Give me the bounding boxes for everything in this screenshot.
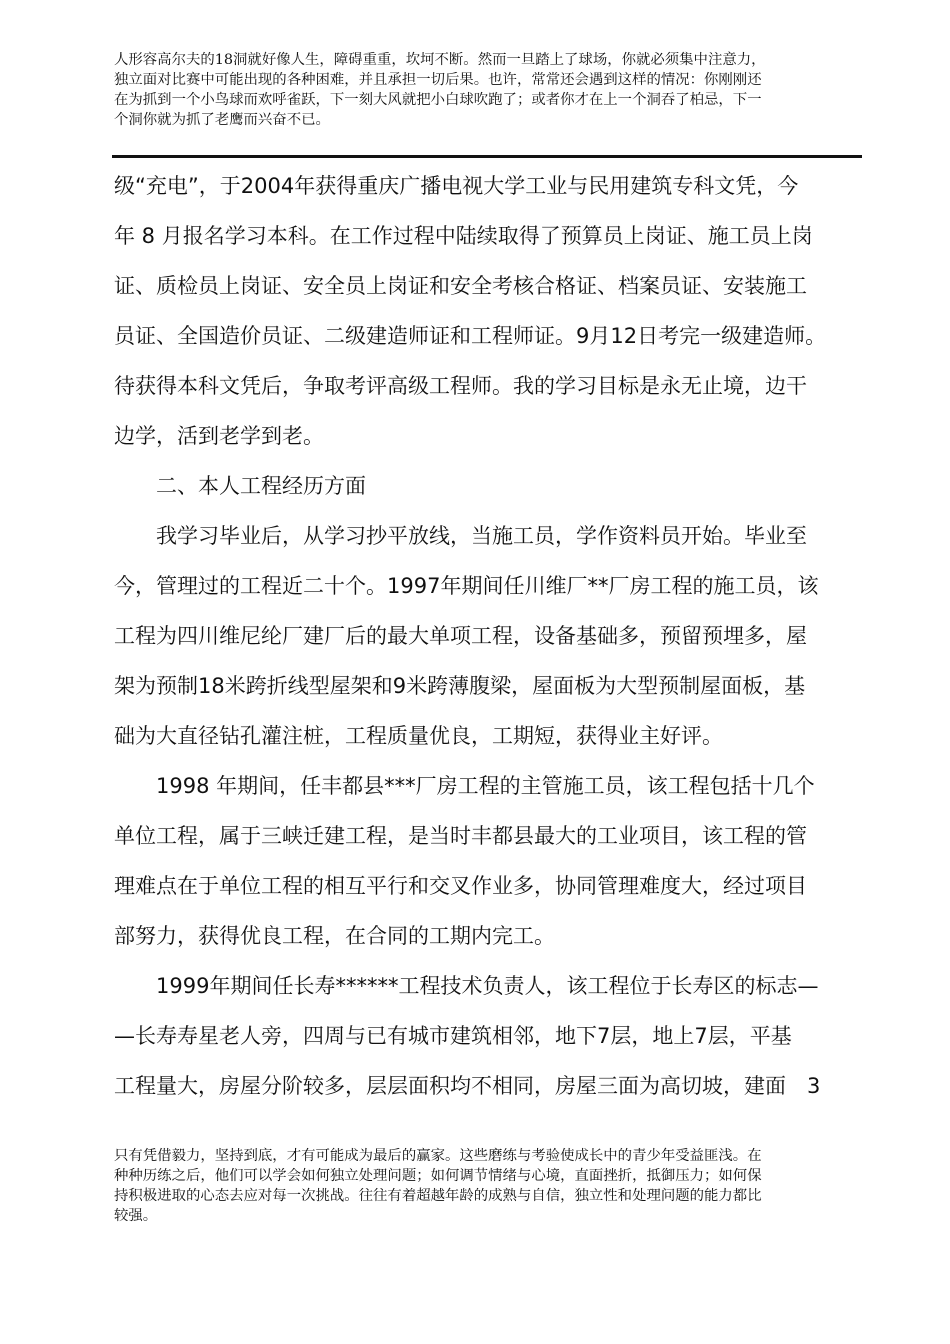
document-body-text: 级“充电”，于2004年获得重庆广播电视大学工业与民用建筑专科文凭，今 年 8 月报名学习本科。在工作过程中陆续取得了预算员上岗证、施工员上岗 证、质检员上岗证、安全员上岗证和安全考核合格证、档案员证、安装施工 员证、全国造价员证、二级建造师证和工程师证。9月12日考完一级建造师。 待获得本科文凭后，争取考评高级工程师。我的学习目标是永无止境，边干 边学，活到老学到老。 二、本人工程经历方面 我学习毕业后，从学习抄平放线，当施工员，学作资料员开始。毕业至 今，管理过的工程近二十个。1997年期间任川维厂**厂房工程的施工员，该 工程为四川维尼纶厂建厂后的最大单项工程，设备基础多，预留预埋多，屋 架为预制18米跨折线型屋架和9米跨薄腹梁，屋面板为大型预制屋面板，基 础为大直径钻孔灌注桩，工程质量优良，工期短，获得业主好评。 1998 年期间，任丰都县***厂房工程的主管施工员，该工程包括十几个 单位工程，属于三峡迁建工程，是当时丰都县最大的工业项目，该工程的管 理难点在于单位工程的相互平行和交叉作业多，协同管理难度大，经过项目 部努力，获得优良工程，在合同的工期内完工。 1999年期间任长寿******工程技术负责人，该工程位于长寿区的标志— —长寿寿星老人旁，四周与已有城市建筑相邻，地下7层，地上7层，平基 工程量大，房屋分阶较多，层层面积均不相同，房屋三面为高切坡，建面 3 <box>114 174 827 1098</box>
header-divider <box>112 155 862 158</box>
page-header-text: 人形容高尔夫的18洞就好像人生，障碍重重，坎坷不断。然而一旦踏上了球场，你就必须集中注意力， 独立面对比赛中可能出现的各种困难，并且承担一切后果。也许，常常还会遇到这样的情况：你刚刚还 在为抓到一个小鸟球而欢呼雀跃，下一刻大风就把小白球吹跑了；或者你才在上一个洞吞了柏忌，下一 个洞你就为抓了老鹰而兴奋不已。 <box>114 52 766 128</box>
page-footer-text: 只有凭借毅力，坚持到底，才有可能成为最后的赢家。这些磨练与考验使成长中的青少年受益匪浅。在 种种历练之后，他们可以学会如何独立处理问题；如何调节情绪与心境，直面挫折，抵御压力；如何保 持积极进取的心态去应对每一次挑战。往往有着超越年龄的成熟与自信，独立性和处理问题的能力都比 较强。 <box>114 1148 762 1224</box>
